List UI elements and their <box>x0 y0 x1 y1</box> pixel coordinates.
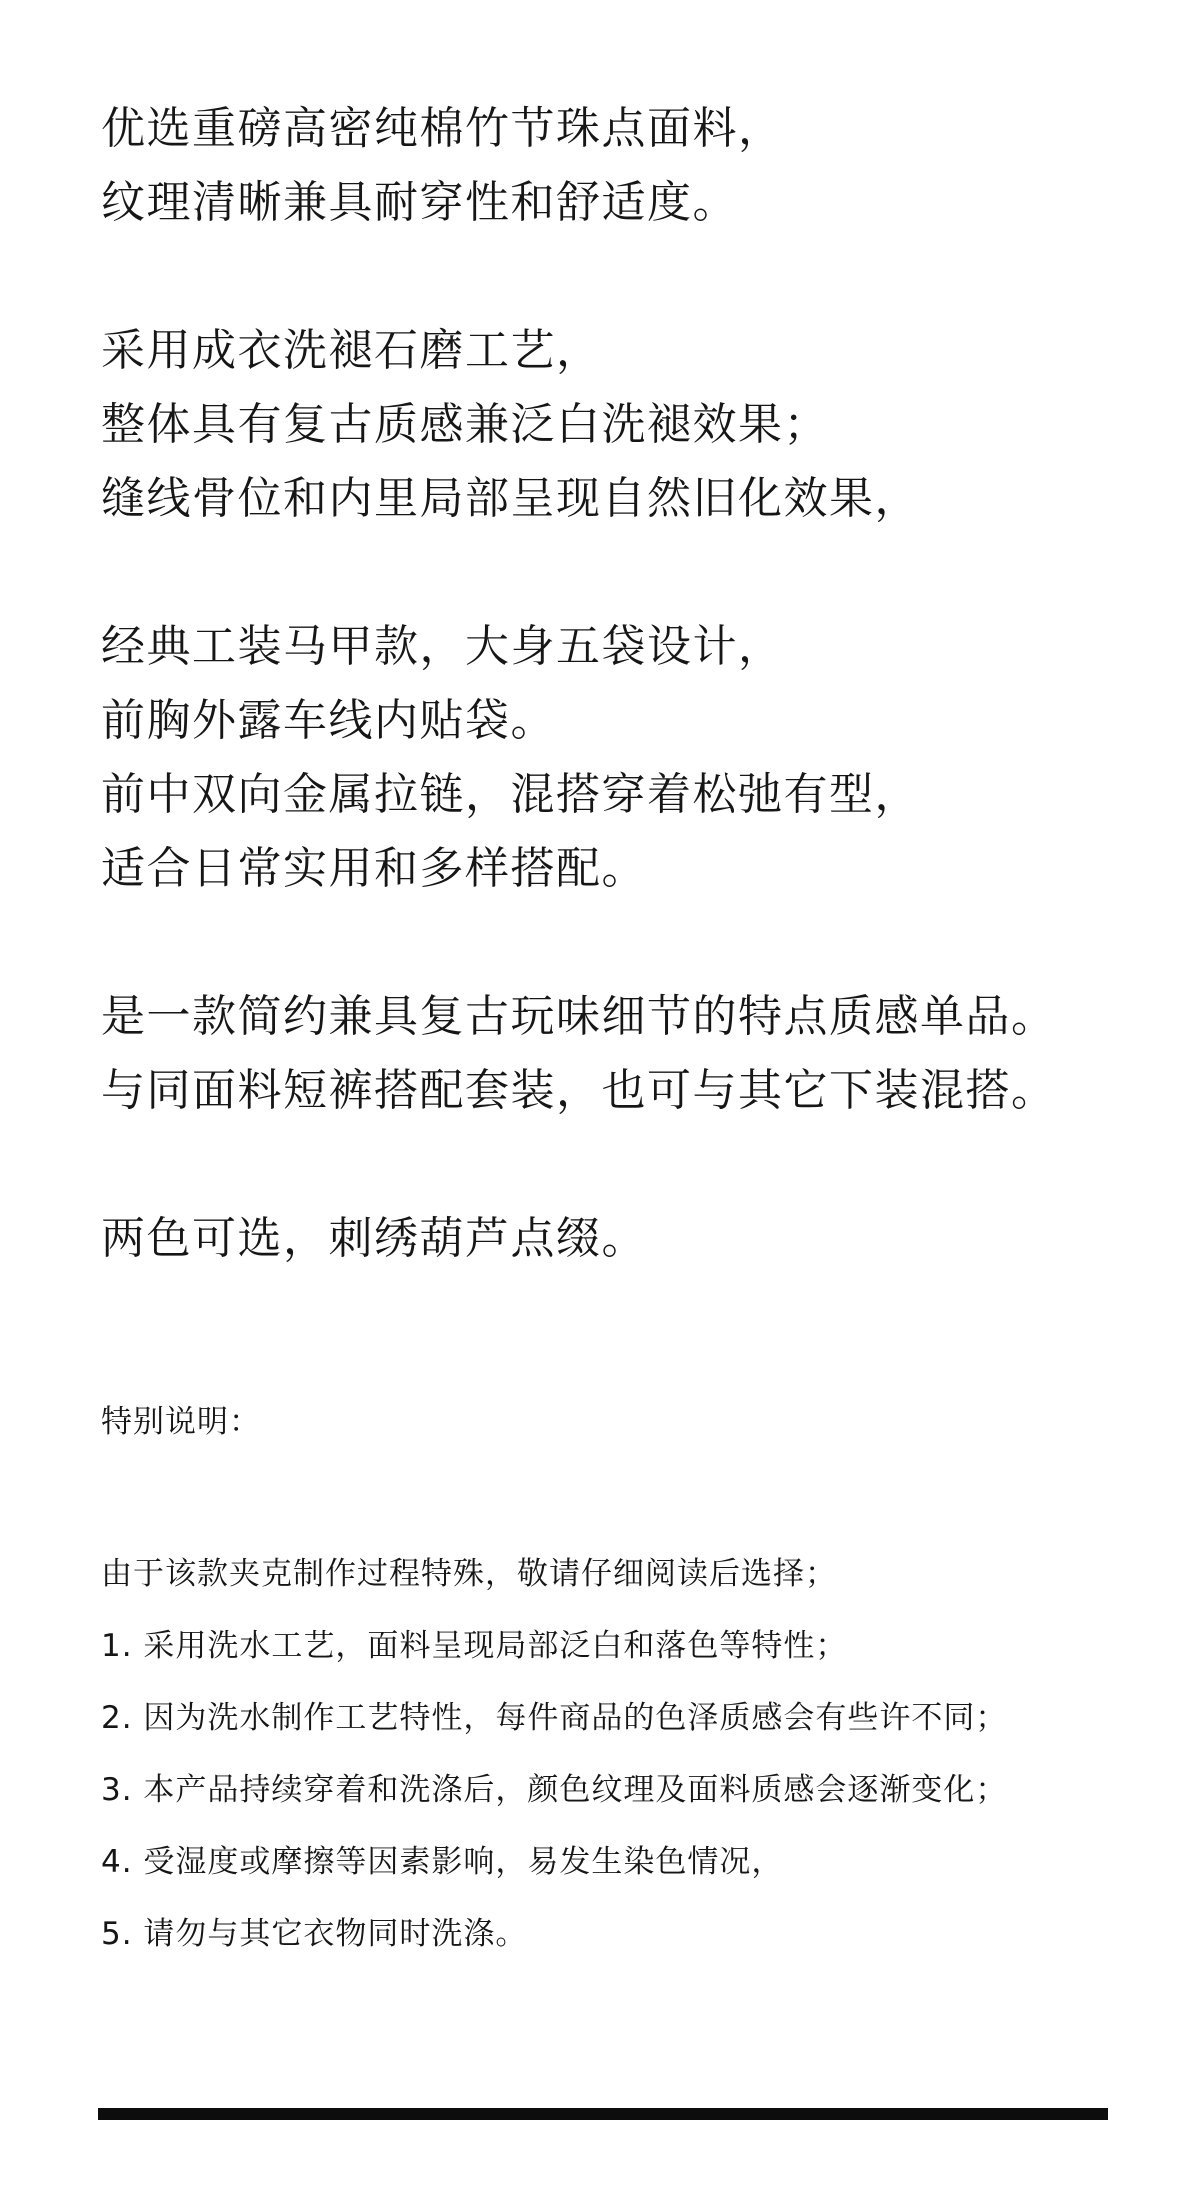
intro-line: 两色可选，刺绣葫芦点缀。 <box>101 1213 647 1264</box>
special-notes <box>101 1400 1181 1952</box>
intro-paragraph-colors <box>101 1202 1181 1276</box>
note-line: 由于该款夹克制作过程特殊，敬请仔细阅读后选择； <box>101 1556 837 1592</box>
intro-line: 整体具有复古质感兼泛白洗褪效果； <box>101 399 829 450</box>
note-line: 4. 受湿度或摩擦等因素影响，易发生染色情况， <box>101 1844 784 1880</box>
intro-line: 采用成衣洗褪石磨工艺， <box>101 325 602 376</box>
product-intro <box>101 92 1181 1350</box>
special-notes-title: 特别说明： <box>101 1404 261 1440</box>
intro-line: 前胸外露车线内贴袋。 <box>101 695 556 746</box>
intro-line: 前中双向金属拉链，混搭穿着松弛有型， <box>101 769 920 820</box>
intro-paragraph-process <box>101 314 1181 536</box>
bottom-divider <box>98 2108 1108 2120</box>
intro-line: 优选重磅高密纯棉竹节珠点面料， <box>101 103 784 154</box>
note-line: 3. 本产品持续穿着和洗涤后，颜色纹理及面料质感会逐渐变化； <box>101 1772 1008 1808</box>
intro-line: 缝线骨位和内里局部呈现自然旧化效果， <box>101 473 920 524</box>
note-line: 1. 采用洗水工艺，面料呈现局部泛白和落色等特性； <box>101 1628 848 1664</box>
intro-paragraph-style <box>101 980 1181 1128</box>
intro-line: 纹理清晰兼具耐穿性和舒适度。 <box>101 177 738 228</box>
intro-line: 经典工装马甲款，大身五袋设计， <box>101 621 784 672</box>
note-line: 2. 因为洗水制作工艺特性，每件商品的色泽质感会有些许不同； <box>101 1700 1008 1736</box>
intro-line: 是一款简约兼具复古玩味细节的特点质感单品。 <box>101 991 1057 1042</box>
intro-line: 与同面料短裤搭配套装，也可与其它下装混搭。 <box>101 1065 1057 1116</box>
intro-paragraph-design <box>101 610 1181 906</box>
special-notes-list <box>101 1538 1181 1970</box>
intro-paragraph-fabric <box>101 92 1181 240</box>
note-line: 5. 请勿与其它衣物同时洗涤。 <box>101 1916 528 1952</box>
intro-line: 适合日常实用和多样搭配。 <box>101 843 647 894</box>
